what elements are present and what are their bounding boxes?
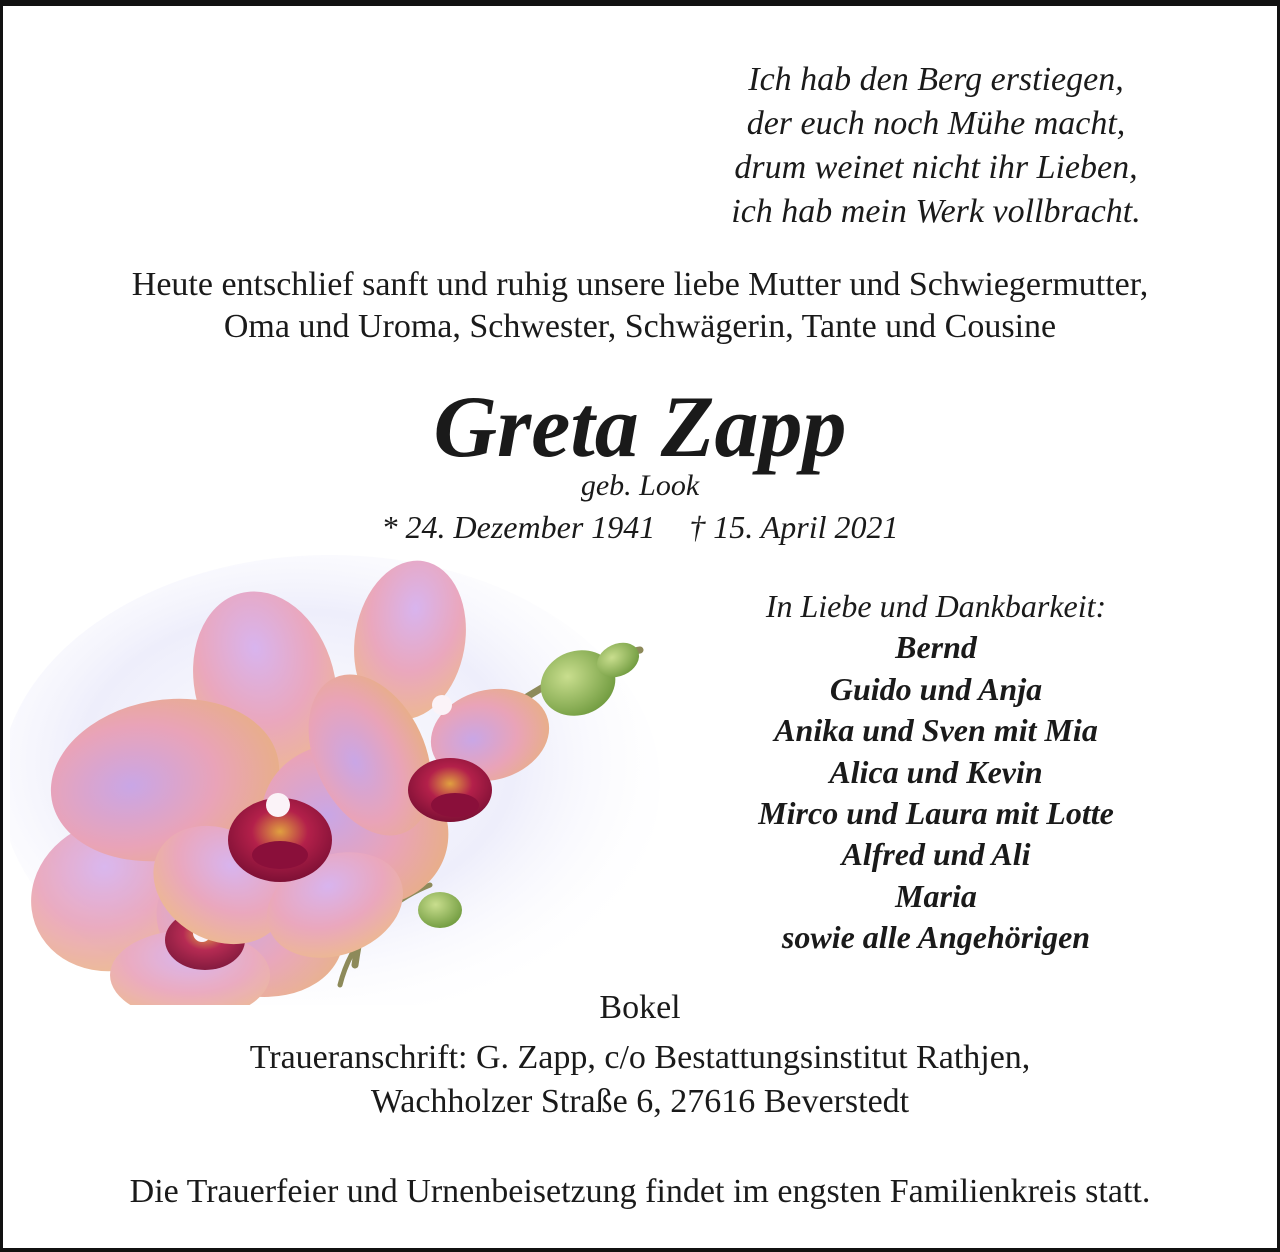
signer-name: Alica und Kevin (829, 753, 1043, 790)
signers-lead: In Liebe und Dankbarkeit: (765, 588, 1107, 624)
birth-date: * 24. Dezember 1941 (381, 509, 656, 545)
signer-name: Guido und Anja (829, 670, 1043, 707)
signers-block (600, 586, 1272, 959)
orchid-flower-icon (10, 555, 670, 1005)
poem-line: der euch noch Mühe macht, (746, 105, 1126, 142)
signer-name: Anika und Sven mit Mia (774, 712, 1098, 749)
signer-name: Maria (895, 877, 977, 914)
intro-text (0, 264, 1280, 348)
signer-name: Alfred und Ali (841, 836, 1031, 873)
birth-name: geb. Look (580, 469, 700, 502)
signer-name: sowie alle Angehörigen (781, 919, 1091, 956)
intro-line: Oma und Uroma, Schwester, Schwägerin, Tante und Cousine (223, 308, 1057, 345)
poem-line: ich hab mein Werk vollbracht. (731, 193, 1141, 230)
signer-name: Mirco und Laura mit Lotte (758, 795, 1114, 832)
poem (600, 58, 1272, 234)
ceremony-note: Die Trauerfeier und Urnenbeisetzung findet im engsten Familienkreis statt. (129, 1173, 1151, 1210)
address-line: Wachholzer Straße 6, 27616 Beverstedt (370, 1083, 910, 1120)
address-line: Traueranschrift: G. Zapp, c/o Bestattungsinstitut Rathjen, (249, 1039, 1031, 1076)
mourning-address (0, 1036, 1280, 1124)
life-dates (0, 506, 1280, 548)
death-date: † 15. April 2021 (689, 509, 899, 545)
place-name: Bokel (599, 989, 681, 1026)
signer-name: Bernd (895, 629, 977, 666)
poem-line: Ich hab den Berg erstiegen, (748, 61, 1124, 98)
poem-line: drum weinet nicht ihr Lieben, (734, 149, 1138, 186)
deceased-name: Greta Zapp (433, 379, 847, 476)
intro-line: Heute entschlief sanft und ruhig unsere liebe Mutter und Schwiegermutter, (131, 266, 1149, 303)
